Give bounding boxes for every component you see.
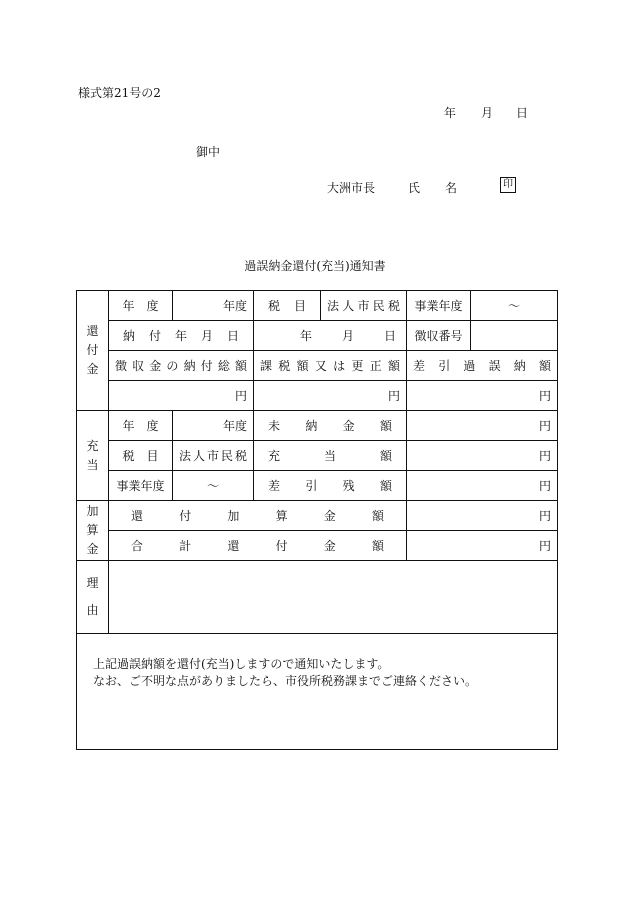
reason-content — [109, 561, 558, 634]
refund-surcharge-value: 円 — [407, 501, 558, 531]
allocation-nendo-label: 年 度 — [109, 411, 173, 441]
balance-amount-value: 円 — [407, 471, 558, 501]
refund-business-year-value: 〜 — [471, 291, 558, 321]
refund-tax-item-value: 法人市民税 — [321, 291, 407, 321]
addressee-suffix: 御中 — [196, 145, 221, 159]
unpaid-amount-label: 未納金額 — [254, 411, 407, 441]
notice-form-table — [76, 290, 558, 750]
assessed-amount-value: 円 — [254, 381, 407, 411]
allocation-business-year-label: 事業年度 — [109, 471, 173, 501]
name-label-1: 氏 — [408, 181, 421, 195]
name-label-2: 名 — [445, 181, 458, 195]
total-collected-value: 円 — [109, 381, 254, 411]
collection-no-label: 徴収番号 — [407, 321, 471, 351]
refund-tax-item-label: 税 目 — [254, 291, 321, 321]
seal-mark: 印 — [500, 177, 516, 193]
balance-amount-label: 差引残額 — [254, 471, 407, 501]
issuer: 大洲市長 — [327, 181, 376, 195]
notice-line-2: なお、ご不明な点がありましたら、市役所税務課までご連絡ください。 — [93, 674, 478, 688]
document-title: 過誤納金還付(充当)通知書 — [244, 259, 386, 273]
form-number: 様式第21号の2 — [78, 86, 161, 100]
unpaid-amount-value: 円 — [407, 411, 558, 441]
date-year-label: 年 — [444, 106, 457, 120]
refund-nendo-label: 年 度 — [109, 291, 173, 321]
surcharge-section-label: 加 算 金 — [77, 501, 109, 561]
allocation-nendo-value: 年度 — [173, 411, 254, 441]
notice-line-1: 上記過誤納額を還付(充当)しますので通知いたします。 — [93, 657, 390, 671]
allocation-tax-item-label: 税 目 — [109, 441, 173, 471]
payment-date-label: 納付年月日 — [109, 321, 254, 351]
refund-surcharge-label: 還付加算金額 — [109, 501, 407, 531]
date-month-label: 月 — [481, 106, 494, 120]
payment-date-value: 年 月 日 — [254, 321, 407, 351]
difference-amount-value: 円 — [407, 381, 558, 411]
allocated-amount-label: 充当額 — [254, 441, 407, 471]
allocation-tax-item-value: 法人市民税 — [173, 441, 254, 471]
total-collected-label: 徴収金の納付総額 — [109, 351, 254, 381]
notice-text — [77, 634, 558, 750]
name-label — [408, 179, 457, 196]
allocated-amount-value: 円 — [407, 441, 558, 471]
assessed-amount-label: 課税額又は更正額 — [254, 351, 407, 381]
date-day-label: 日 — [516, 106, 529, 120]
difference-amount-label: 差引過誤納額 — [407, 351, 558, 381]
refund-nendo-value: 年度 — [173, 291, 254, 321]
collection-no-value — [471, 321, 558, 351]
total-refund-value: 円 — [407, 531, 558, 561]
allocation-business-year-value: 〜 — [173, 471, 254, 501]
allocation-section-label: 充 当 — [77, 411, 109, 501]
reason-section-label: 理 由 — [77, 561, 109, 634]
total-refund-label: 合計還付金額 — [109, 531, 407, 561]
refund-business-year-label: 事業年度 — [407, 291, 471, 321]
refund-section-label: 還 付 金 — [77, 291, 109, 411]
